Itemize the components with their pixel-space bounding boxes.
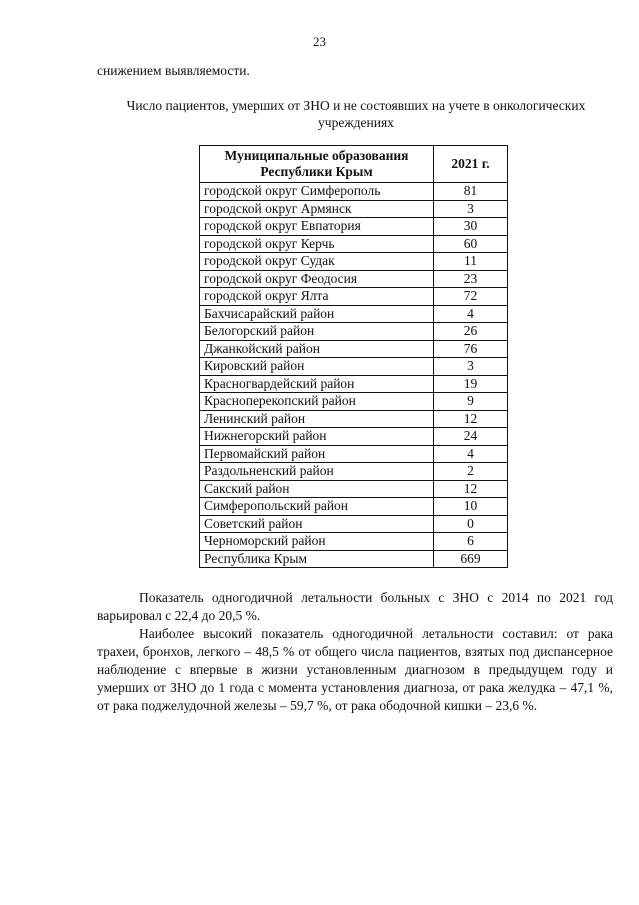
- municipality-name: Сакский район: [200, 480, 434, 498]
- table-row: [200, 323, 508, 341]
- table-row: [200, 445, 508, 463]
- municipality-name: Бахчисарайский район: [200, 305, 434, 323]
- municipality-name: Советский район: [200, 515, 434, 533]
- municipality-name: Республика Крым: [200, 550, 434, 568]
- page-number: 23: [313, 34, 326, 49]
- death-count: 2: [434, 463, 508, 481]
- table-row: [200, 200, 508, 218]
- death-count: 24: [434, 428, 508, 446]
- table-body: [200, 183, 508, 568]
- death-count: 72: [434, 288, 508, 306]
- table-row: [200, 515, 508, 533]
- table-row: [200, 183, 508, 201]
- death-count: 12: [434, 410, 508, 428]
- death-count: 3: [434, 200, 508, 218]
- death-count: 30: [434, 218, 508, 236]
- table-row: [200, 550, 508, 568]
- header-year: 2021 г.: [434, 146, 508, 183]
- table-row: [200, 480, 508, 498]
- municipality-name: городской округ Симферополь: [200, 183, 434, 201]
- table-row: [200, 340, 508, 358]
- table-row: [200, 305, 508, 323]
- death-count: 9: [434, 393, 508, 411]
- death-count: 76: [434, 340, 508, 358]
- table-row: [200, 410, 508, 428]
- municipality-name: городской округ Армянск: [200, 200, 434, 218]
- death-count: 4: [434, 445, 508, 463]
- table-header-row: [200, 146, 508, 183]
- municipality-name: Кировский район: [200, 358, 434, 376]
- death-count: 0: [434, 515, 508, 533]
- municipality-name: Джанкойский район: [200, 340, 434, 358]
- death-count: 81: [434, 183, 508, 201]
- municipality-name: Первомайский район: [200, 445, 434, 463]
- mortality-table: [199, 145, 508, 568]
- municipality-name: городской округ Керчь: [200, 235, 434, 253]
- table-row: [200, 235, 508, 253]
- death-count: 26: [434, 323, 508, 341]
- table-title: Число пациентов, умерших от ЗНО и не состоявших на учете в онкологических учреждениях: [126, 98, 586, 130]
- death-count: 3: [434, 358, 508, 376]
- table-row: [200, 498, 508, 516]
- paragraph-lethality-range: Показатель одногодичной летальности больных с ЗНО с 2014 по 2021 год варьировал с 22,4 до 20,5 %.: [97, 590, 613, 623]
- continuation-text: снижением выявляемости.: [97, 63, 250, 78]
- death-count: 19: [434, 375, 508, 393]
- municipality-name: Красногвардейский район: [200, 375, 434, 393]
- table-row: [200, 533, 508, 551]
- municipality-name: Ленинский район: [200, 410, 434, 428]
- death-count: 23: [434, 270, 508, 288]
- table-row: [200, 288, 508, 306]
- death-count: 669: [434, 550, 508, 568]
- municipality-name: Симферопольский район: [200, 498, 434, 516]
- table-row: [200, 428, 508, 446]
- death-count: 6: [434, 533, 508, 551]
- municipality-name: Белогорский район: [200, 323, 434, 341]
- municipality-name: городской округ Евпатория: [200, 218, 434, 236]
- municipality-name: Красноперекопский район: [200, 393, 434, 411]
- municipality-name: Черноморский район: [200, 533, 434, 551]
- table-row: [200, 463, 508, 481]
- table-row: [200, 358, 508, 376]
- death-count: 12: [434, 480, 508, 498]
- paragraph-lethality-details: Наиболее высокий показатель одногодичной летальности составил: от рака трахеи, бронхов, легкого – 48,5 % от общего числа пациентов, взятых под диспансерное наблюдение с впервые в жизни установленным диагнозом в предыдущем году и умерших от ЗНО до 1 года с момента установления диагноза, от рака желудка – 47,1 %, от рака поджелудочной железы – 59,7 %, от рака ободочной кишки – 23,6 %.: [97, 626, 613, 713]
- death-count: 4: [434, 305, 508, 323]
- table-row: [200, 270, 508, 288]
- table-row: [200, 375, 508, 393]
- municipality-name: городской округ Феодосия: [200, 270, 434, 288]
- municipality-name: городской округ Судак: [200, 253, 434, 271]
- table-row: [200, 218, 508, 236]
- table-row: [200, 253, 508, 271]
- table-row: [200, 393, 508, 411]
- header-municipality: Муниципальные образования Республики Крым: [200, 146, 434, 183]
- municipality-name: городской округ Ялта: [200, 288, 434, 306]
- death-count: 60: [434, 235, 508, 253]
- municipality-name: Раздольненский район: [200, 463, 434, 481]
- death-count: 11: [434, 253, 508, 271]
- death-count: 10: [434, 498, 508, 516]
- municipality-name: Нижнегорский район: [200, 428, 434, 446]
